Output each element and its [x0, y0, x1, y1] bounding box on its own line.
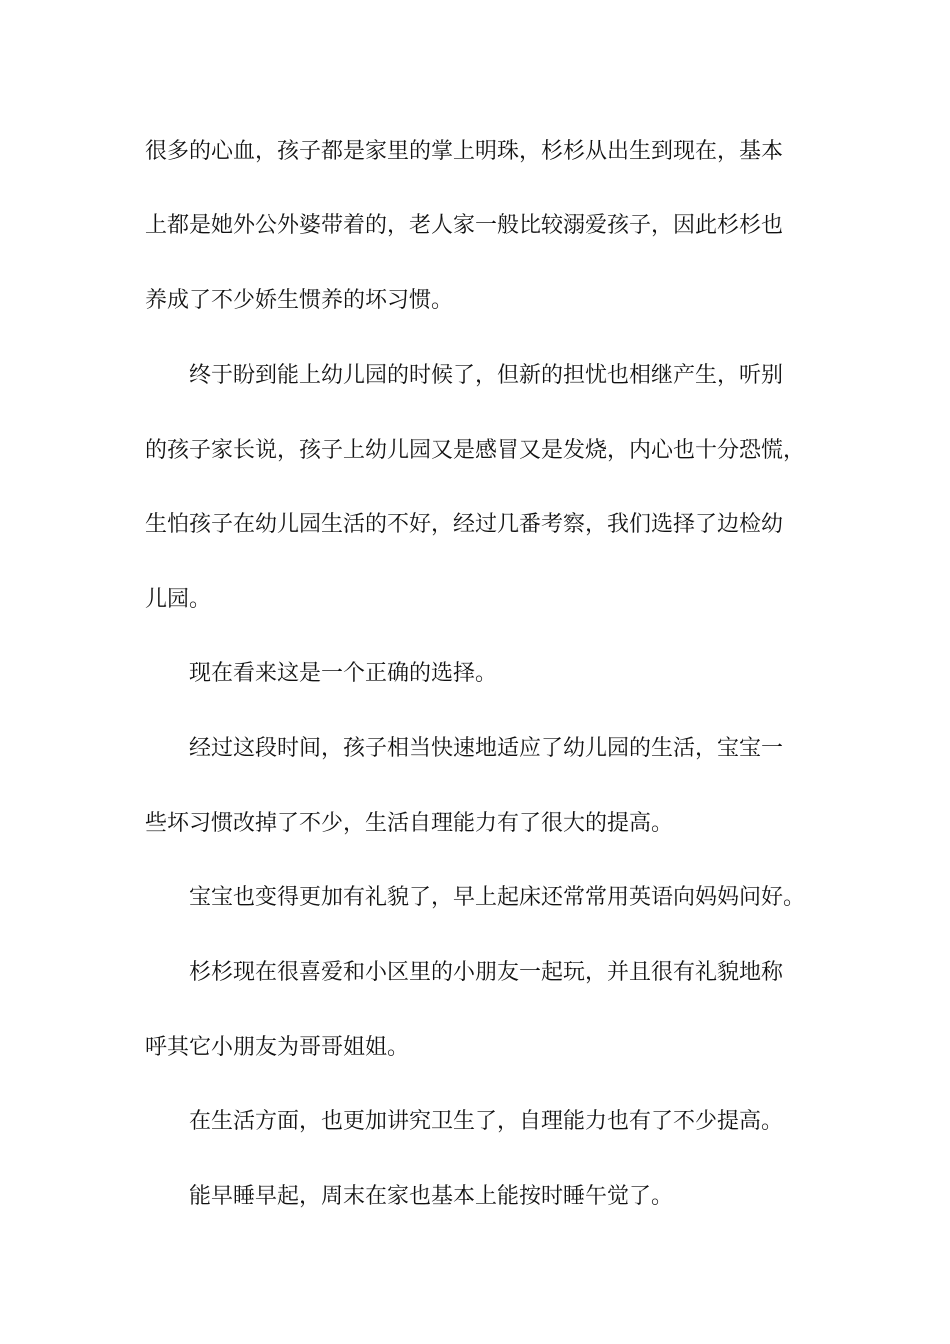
text-line: 很多的心血，孩子都是家里的掌上明珠，杉杉从出生到现在，基本 [145, 139, 784, 164]
paragraph-first-line: 宝宝也变得更加有礼貌了，早上起床还常常用英语向妈妈问好。 [189, 885, 806, 910]
paragraph-first-line: 终于盼到能上幼儿园的时候了，但新的担忧也相继产生，听别 [189, 363, 784, 388]
text-line: 儿园。 [145, 587, 212, 612]
text-line: 上都是她外公外婆带着的，老人家一般比较溺爱孩子，因此杉杉也 [145, 213, 784, 238]
text-line: 些坏习惯改掉了不少，生活自理能力有了很大的提高。 [145, 811, 674, 836]
text-line: 养成了不少娇生惯养的坏习惯。 [145, 288, 454, 313]
paragraph-first-line: 能早睡早起，周末在家也基本上能按时睡午觉了。 [189, 1184, 674, 1209]
text-line: 呼其它小朋友为哥哥姐姐。 [145, 1035, 410, 1060]
paragraph-first-line: 在生活方面，也更加讲究卫生了，自理能力也有了不少提高。 [189, 1109, 784, 1134]
paragraph-first-line: 现在看来这是一个正确的选择。 [189, 661, 498, 686]
paragraph-first-line: 杉杉现在很喜爱和小区里的小朋友一起玩，并且很有礼貌地称 [189, 960, 784, 985]
text-line: 的孩子家长说，孩子上幼儿园又是感冒又是发烧，内心也十分恐慌， [145, 438, 806, 463]
text-line: 生怕孩子在幼儿园生活的不好，经过几番考察，我们选择了边检幼 [145, 512, 784, 537]
paragraph-first-line: 经过这段时间，孩子相当快速地适应了幼儿园的生活，宝宝一 [189, 736, 784, 761]
